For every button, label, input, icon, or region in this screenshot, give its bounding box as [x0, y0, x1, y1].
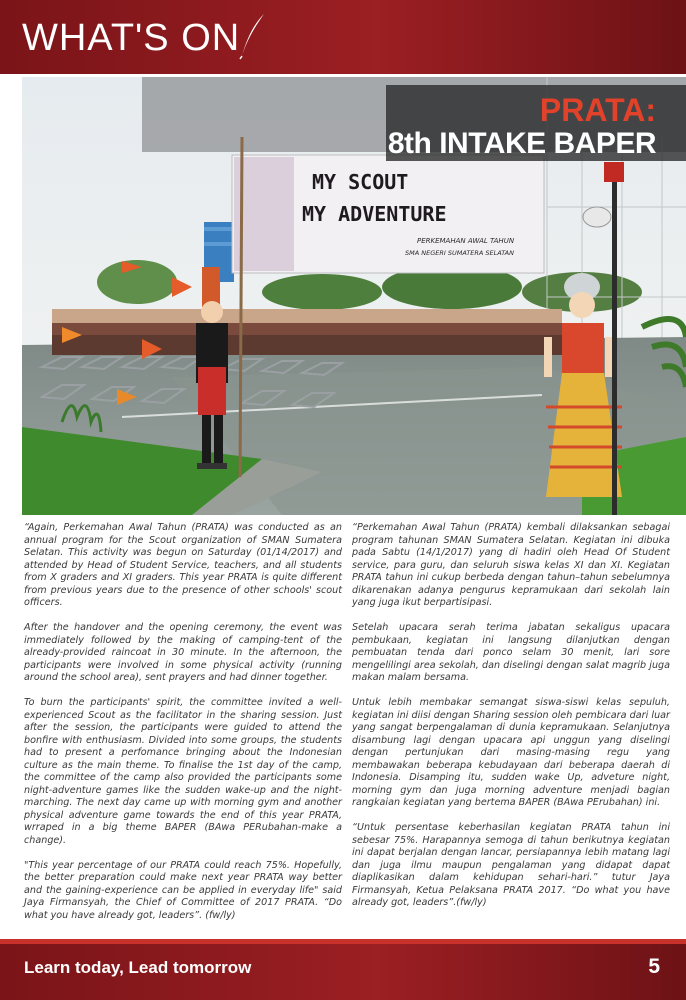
footer-slogan: Learn today, Lead tomorrow	[24, 958, 252, 977]
article-column-indonesian	[352, 522, 670, 922]
banner-title-1: MY SCOUT	[312, 170, 409, 194]
article-title: 8th INTAKE BAPER	[387, 127, 656, 160]
paragraph: To burn the participants' spirit, the committee invited a well-experienced Scout as the facilitator in the sharing session. Just after the session, the participants were guided to attend the bonfire with enthusiasm. Divided into some groups, the students had to present a perfomance bringing about the Indonesian culture as the main theme. To finalise the 1st day of the camp, the committee of the camp also provided the participants some night-adventure games like the sudden wake-up and the night-marching. The next day came up with morning gym and another physical adventure game towards the end of this year PRATA, wrraped in a big theme BAPER (BAwa PERubahan-make a change).	[24, 697, 342, 846]
scout-banner	[232, 155, 544, 273]
article-title-prefix: PRATA:	[539, 92, 656, 128]
article-column-english	[24, 522, 342, 935]
section-title: WHAT'S ON	[22, 17, 241, 59]
paragraph: Setelah upacara serah terima jabatan sekaligus upacara pembukaan, kegiatan ini langsung dilanjutkan dengan pembuatan tenda dari ponco selam 30 menit, lari sore mengelilingi area sekolah, dan diselingi dengan salat magrib juga makan malam bersama.	[352, 622, 670, 683]
banner-title-2: MY ADVENTURE	[302, 202, 447, 226]
paragraph: “Untuk persentase keberhasilan kegiatan PRATA tahun ini sebesar 75%. Harapannya semoga di tahun berikutnya kegiatan ini dapat berjalan dengan lancar, persiapannya lebih matang lagi dan juga ilmu maupun pengalaman yang didapat dapat diaplikasikan dalam kehidupan sehari-hari.” tutur Jaya Firmansyah, Ketua Pelaksana PRATA 2017. “Do what you have already got, leaders”.(fw/ly)	[352, 822, 670, 908]
paragraph: After the handover and the opening ceremony, the event was immediately followed by the making of camping-tent of the already-provided raincoat in 30 minute. In the afternoon, the participants were involved in some physical activity (running around the school area), sent prayers and had dinner together.	[24, 622, 342, 683]
page-header	[0, 0, 686, 74]
page-number: 5	[648, 955, 660, 978]
event-photo	[22, 77, 686, 515]
paragraph: "This year percentage of our PRATA could reach 75%. Hopefully, the better preparation could make next year PRATA way better and the gaining-experience can be applied in everyday life" said Jaya Firmansyah, the Chief of Committee of 2017 PRATA. “Do what you have already got, leaders”. (fw/ly)	[24, 859, 342, 921]
banner-sub-2: SMA NEGERI SUMATERA SELATAN	[405, 249, 514, 257]
footer-accent-strip	[0, 939, 686, 944]
paragraph: “Perkemahan Awal Tahun (PRATA) kembali dilaksankan sebagai program tahunan SMAN Sumatera Selatan. Kegiatan ini dibuka pada Sabtu (14/1/2017) yang di hadiri oleh Head Of Student service, para guru, dan seluruh siswa kelas XI dan XI. Kegiatan PRATA tahun ini cukup berbeda dengan tahun–tahun sebelumnya dikarenakan adanya pengurus kepramukaan dari sekolah lain yang juga ikut berpartisipasi.	[352, 522, 670, 608]
banner-sub-1: PERKEMAHAN AWAL TAHUN	[417, 237, 515, 245]
paragraph: Untuk lebih membakar semangat siswa-siswi kelas sepuluh, kegiatan ini diisi dengan Sharing session oleh pembicara dari luar yang sangat berpengalaman di dunia kepramukaan. Selanjutnya disambung lagi dengan upacara api unggun yang diselingi dengan pertunjukan dari masing-masing regu yang membawakan beberapa kebudayaan dari beberapa daerah di Indonesia. Disamping itu, sudden wake Up, adveture night, morning gym dan juga morning adventure menjadi bagian rangkaian kegiatan yang bertema BAPER (BAwa PErubahan) ini.	[352, 697, 670, 808]
feather-icon	[238, 12, 268, 60]
students-crowd	[52, 309, 562, 355]
article-title-box	[386, 85, 686, 161]
paragraph: “Again, Perkemahan Awal Tahun (PRATA) was conducted as an annual program for the Scout organization of SMAN Sumatera Selatan. This activity was begun on Saturday (01/14/2017) and attended by Head of Student Service, teachers, and all students from X graders and XI graders. This year PRATA is quite different from previous years due to the presence of other schools' scout officers.	[24, 522, 342, 608]
